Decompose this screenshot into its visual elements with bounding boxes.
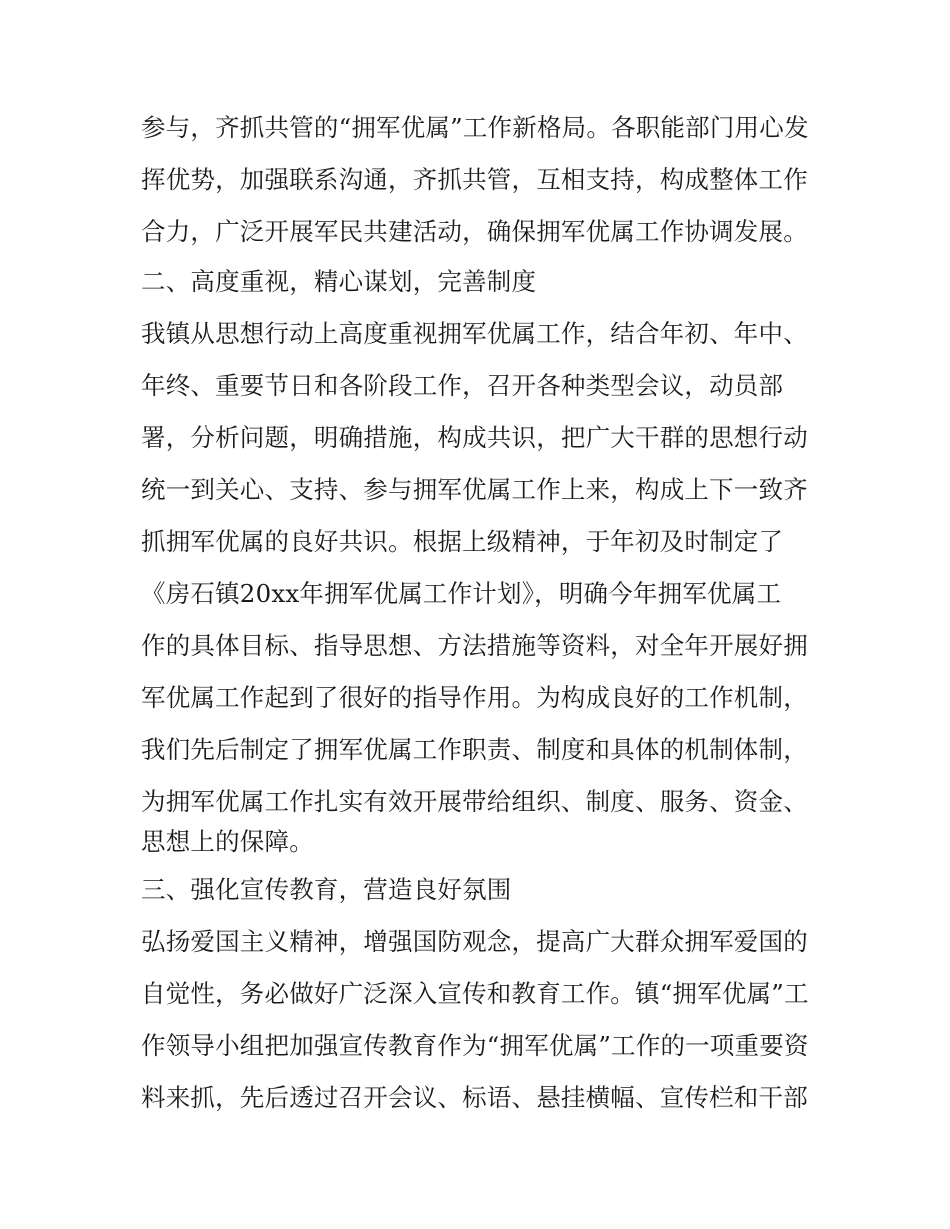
paragraph-line: 我们先后制定了拥军优属工作职责、制度和具体的机制体制，	[141, 735, 808, 764]
section-heading: 二、高度重视，精心谋划，完善制度	[141, 267, 537, 296]
paragraph-line: 参与，齐抓共管的“拥军优属”工作新格局。各职能部门用心发	[141, 113, 809, 142]
paragraph-line: 思想上的保障。	[141, 827, 314, 856]
paragraph-line: 料来抓，先后透过召开会议、标语、悬挂横幅、宣传栏和干部	[141, 1083, 808, 1112]
paragraph-line: 抓拥军优属的良好共识。根据上级精神，于年初及时制定了	[141, 527, 784, 556]
paragraph-line: 作的具体目标、指导思想、方法措施等资料，对全年开展好拥	[141, 631, 808, 660]
paragraph-line: 《房石镇20xx年拥军优属工作计划》，明确今年拥军优属工	[141, 579, 782, 608]
paragraph-line: 作领导小组把加强宣传教育作为“拥军优属”工作的一项重要资	[141, 1031, 809, 1060]
paragraph-line: 挥优势，加强联系沟通，齐抓共管，互相支持，构成整体工作	[141, 165, 808, 194]
paragraph-line: 弘扬爱国主义精神，增强国防观念，提高广大群众拥军爱国的	[141, 927, 808, 956]
section-heading: 三、强化宣传教育，营造良好氛围	[141, 875, 512, 904]
paragraph-line: 统一到关心、支持、参与拥军优属工作上来，构成上下一致齐	[141, 475, 808, 504]
paragraph-line: 署，分析问题，明确措施，构成共识，把广大干群的思想行动	[141, 423, 808, 452]
paragraph-line: 为拥军优属工作扎实有效开展带给组织、制度、服务、资金、	[141, 787, 808, 816]
paragraph-line: 年终、重要节日和各阶段工作，召开各种类型会议，动员部	[141, 371, 784, 400]
paragraph-line: 我镇从思想行动上高度重视拥军优属工作，结合年初、年中、	[141, 319, 808, 348]
paragraph-line: 军优属工作起到了很好的指导作用。为构成良好的工作机制，	[141, 683, 808, 712]
paragraph-line: 自觉性，务必做好广泛深入宣传和教育工作。镇“拥军优属”工	[141, 979, 809, 1008]
paragraph-line: 合力，广泛开展军民共建活动，确保拥军优属工作协调发展。	[141, 217, 808, 246]
